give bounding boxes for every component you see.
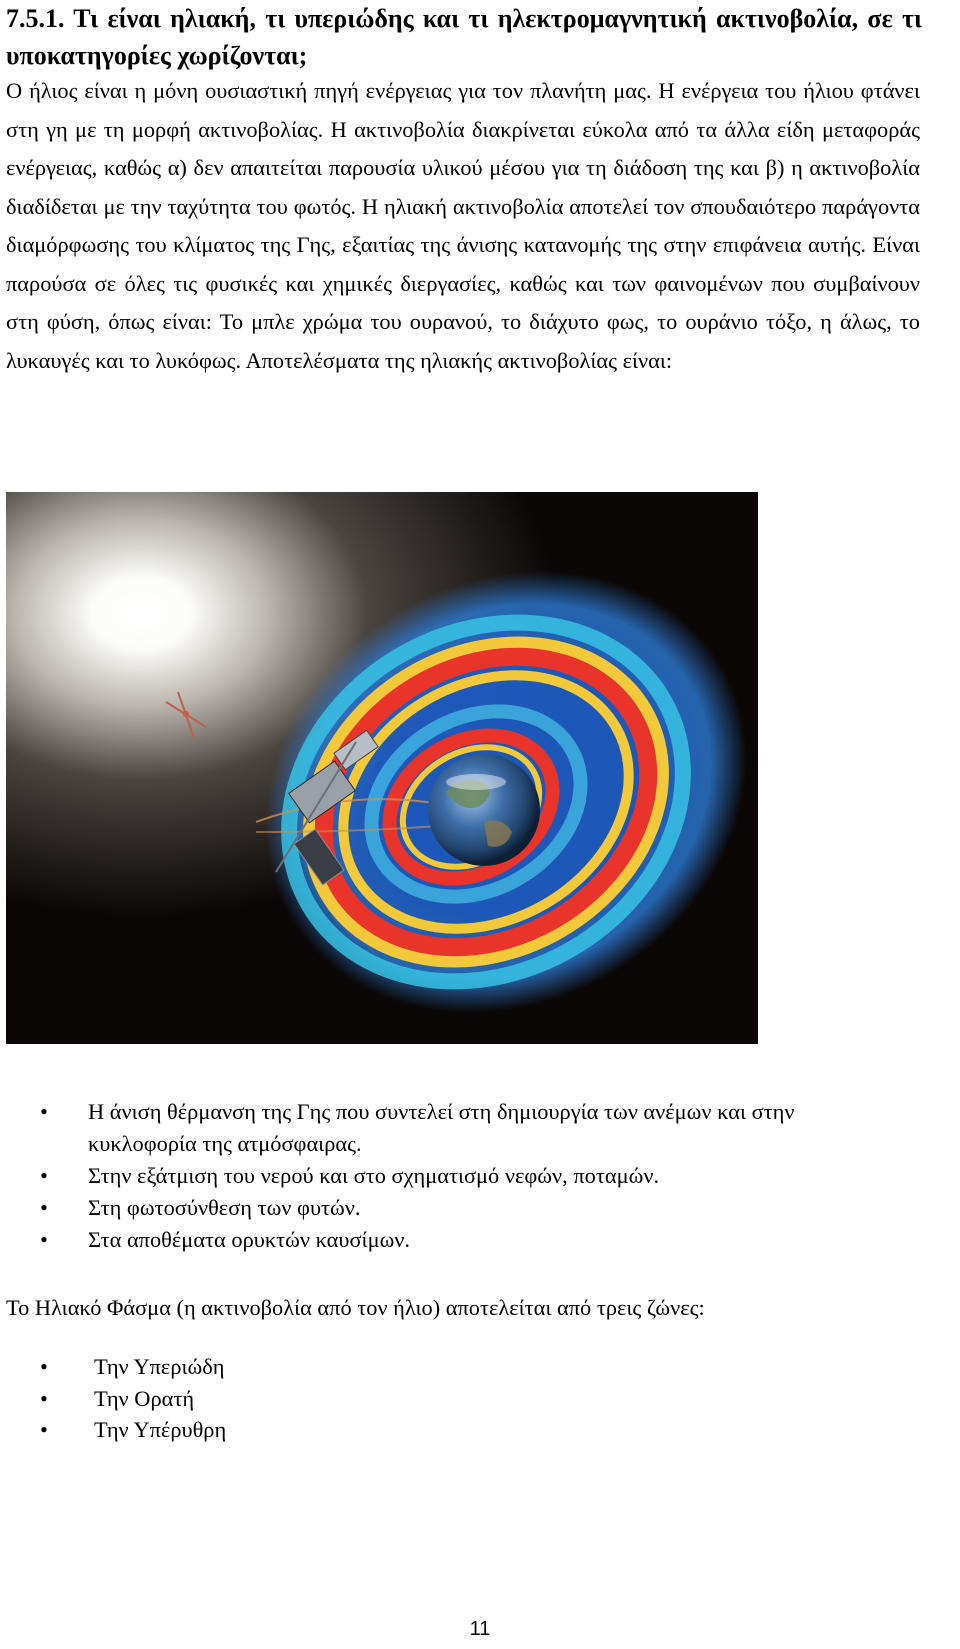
list-item [0,1383,226,1415]
bullet-icon: • [40,1385,48,1411]
bullet-icon: • [40,1227,48,1252]
intro-paragraph: Ο ήλιος είναι η μόνη ουσιαστική πηγή ενέργειας για τον πλανήτη μας. Η ενέργεια του ήλιου φτάνει στη γη με τη μορφή ακτινοβολίας. Η ακτινοβολία διακρίνεται εύκολα από τα άλλα είδη μεταφοράς ενέργειας, καθώς α) δεν απαιτείται παρουσία υλικού μέσου για τη διάδοση της και β) η ακτινοβολία διαδίδεται με την ταχύτητα του φωτός. Η ηλιακή ακτινοβολία αποτελεί τον σπουδαιότερο παράγοντα διαμόρφωσης του κλίματος της Γης, εξαιτίας της άνισης κατανομής της στην επιφάνεια αυτής. Είναι παρούσα σε όλες τις φυσικές και χημικές διεργασίες, καθώς και των φαινομένων που συμβαίνουν στη φύση, όπως είναι: Το μπλε χρώμα του ουρανού, το διάχυτο φως, το ουράνιο τόξο, η άλως, το λυκαυγές και το λυκόφως. Αποτελέσματα της ηλιακής ακτινοβολίας είναι: [6,78,920,373]
list-item-text: Την Ορατή [94,1385,195,1411]
list-item-text: Στη φωτοσύνθεση των φυτών. [88,1195,361,1220]
section-heading: 7.5.1. Τι είναι ηλιακή, τι υπεριώδης και τι ηλεκτρομαγνητική ακτινοβολία, σε τι υποκατηγορίες χωρίζονται; [6,4,922,70]
earth-globe [428,754,540,866]
list-item [0,1414,226,1446]
list-item-text: Στα αποθέματα ορυκτών καυσίμων. [88,1227,411,1252]
list-item-text: Η άνιση θέρμανση της Γης που συντελεί στη δημιουργία των ανέμων και στην κυκλοφορία της ατμόσφαιρας. [88,1099,795,1156]
list-item-text: Στην εξάτμιση του νερού και στο σχηματισμό νεφών, ποταμών. [88,1163,660,1188]
spectrum-bands-list [0,1351,226,1446]
list-item [0,1351,226,1383]
list-item-text: Την Υπέρυθρη [94,1417,227,1442]
list-item [0,1224,908,1256]
bullet-icon: • [40,1163,48,1188]
list-item [0,1096,908,1160]
bullet-icon: • [40,1099,48,1124]
list-item [0,1192,908,1224]
page-number: 11 [469,1618,491,1640]
effects-list [0,1096,960,1256]
list-item-text: Την Υπεριώδη [94,1354,225,1379]
list-item [0,1160,908,1192]
bullet-icon: • [40,1195,48,1220]
bullet-icon: • [40,1354,48,1379]
spectrum-intro-paragraph: Το Ηλιακό Φάσμα (η ακτινοβολία από τον ήλιο) αποτελείται από τρεις ζώνες: [6,1295,705,1320]
bullet-icon: • [40,1417,48,1442]
radiation-belts-illustration [6,492,758,1044]
